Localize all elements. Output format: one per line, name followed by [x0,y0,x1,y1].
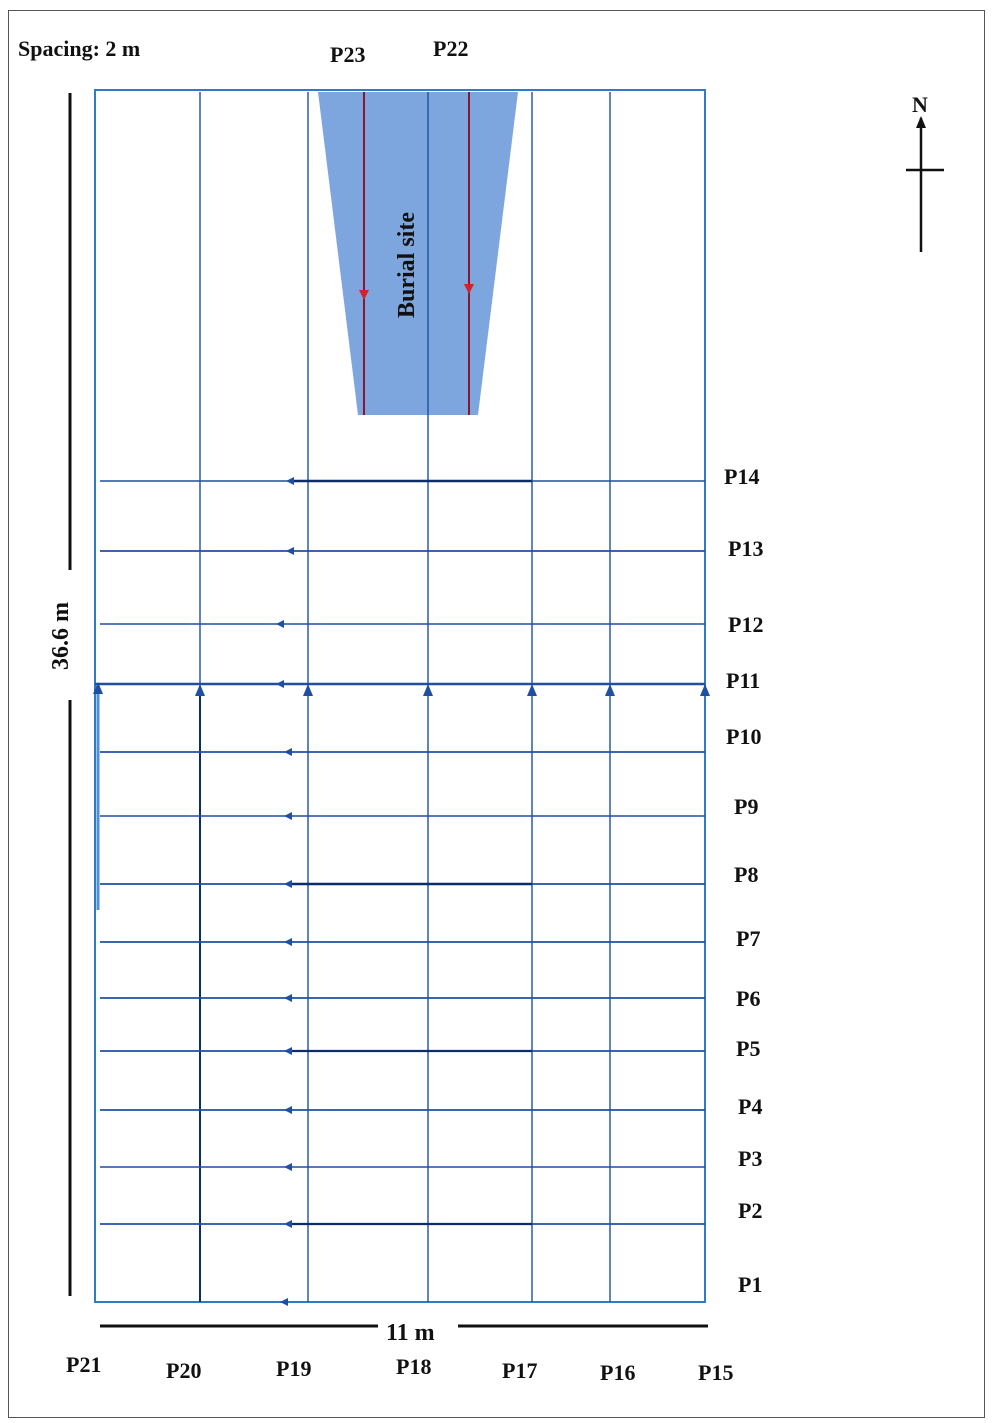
profile-label-p13: P13 [728,536,764,561]
marker-p10 [284,748,292,756]
marker-p8 [284,880,292,888]
arrow-p17 [527,684,537,696]
arrow-p19 [303,684,313,696]
profile-label-p18: P18 [396,1354,432,1379]
profile-label-p21: P21 [66,1352,102,1377]
marker-p6 [284,994,292,1002]
arrow-p16 [605,684,615,696]
profile-label-p15: P15 [698,1360,734,1385]
right-profile-labels [724,464,763,1297]
profile-label-p11: P11 [726,668,761,693]
profile-label-p1: P1 [738,1272,763,1297]
profile-label-p14: P14 [724,464,760,489]
profile-label-p12: P12 [728,612,764,637]
horizontal-profile-lines [100,477,705,1306]
top-profile-label-p22: P22 [433,36,469,61]
profile-label-p16: P16 [600,1360,636,1385]
marker-p13 [286,547,294,555]
length-dimension-label: 36.6 m [48,602,74,670]
marker-p7 [284,938,292,946]
profile-label-p4: P4 [738,1094,763,1119]
marker-p1 [280,1298,288,1306]
profile-label-p20: P20 [166,1358,202,1383]
bottom-profile-labels [66,1352,733,1385]
marker-p9 [284,812,292,820]
marker-p5 [284,1047,292,1055]
profile-label-p10: P10 [726,724,762,749]
profile-label-p9: P9 [734,794,759,819]
width-dimension-label: 11 m [386,1320,435,1346]
arrow-p15 [700,684,710,696]
arrow-p18 [423,684,433,696]
marker-p4 [284,1106,292,1114]
profile-label-p19: P19 [276,1356,312,1381]
profile-label-p6: P6 [736,986,761,1011]
spacing-label: Spacing: 2 m [18,36,141,61]
arrow-p20 [195,684,205,696]
profile-label-p17: P17 [502,1358,538,1383]
profile-label-p2: P2 [738,1198,763,1223]
profile-label-p8: P8 [734,862,759,887]
marker-p11 [276,680,284,688]
profile-label-p3: P3 [738,1146,763,1171]
top-profile-label-p23: P23 [330,42,366,67]
profile-label-p7: P7 [736,926,761,951]
marker-p12 [276,620,284,628]
burial-site-label: Burial site [394,212,420,318]
marker-p2 [284,1220,292,1228]
profile-label-p5: P5 [736,1036,761,1061]
north-arrow-icon [906,116,944,252]
marker-p14 [286,477,294,485]
marker-p3 [284,1163,292,1171]
north-label: N [912,92,928,117]
